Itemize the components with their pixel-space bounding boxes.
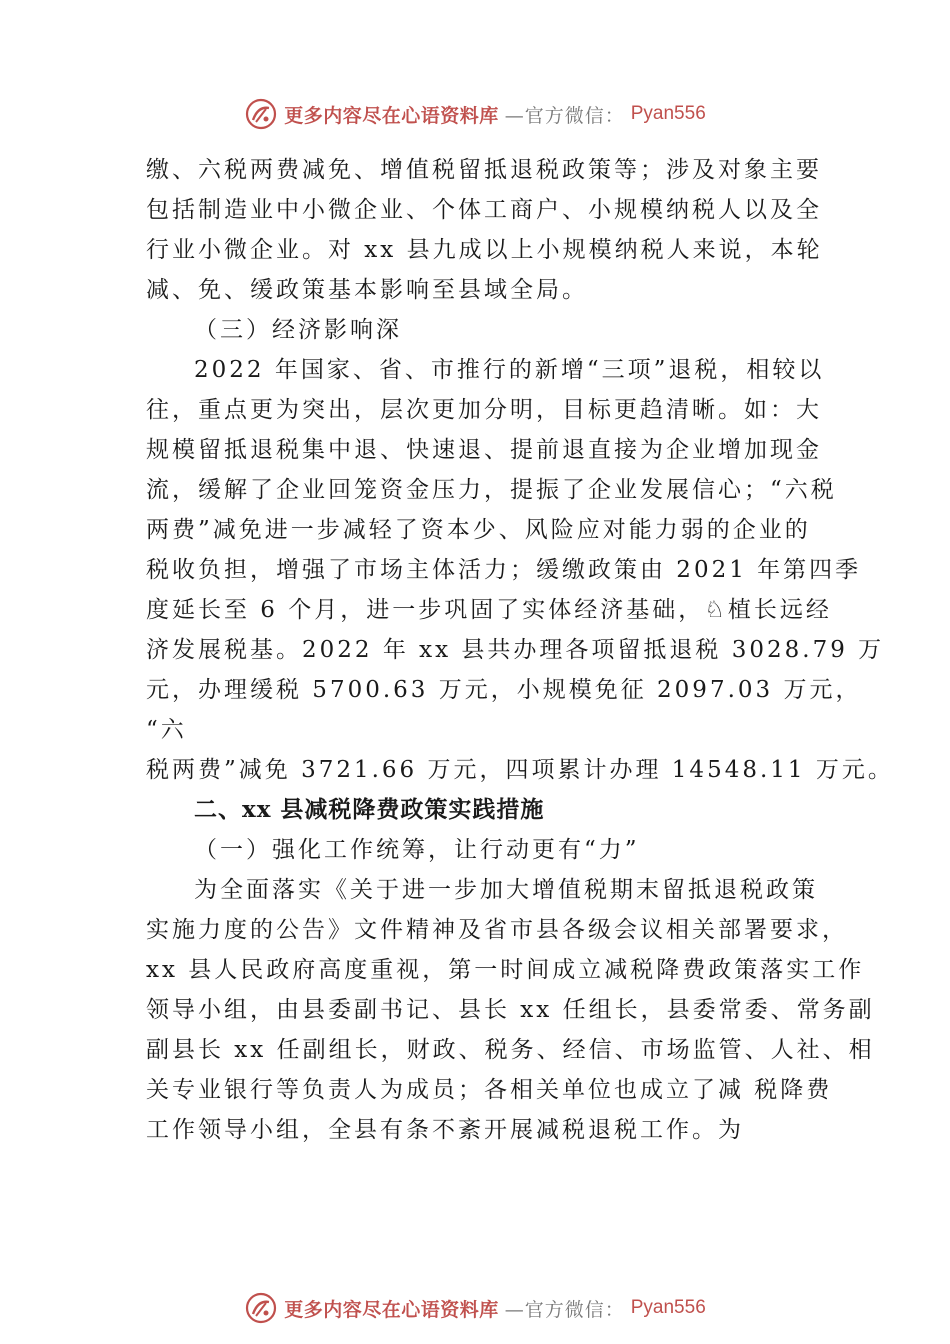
header-banner	[0, 94, 950, 134]
banner-title: 更多内容尽在心语资料库	[284, 1298, 499, 1321]
paragraph-line: 工作领导小组，全县有条不紊开展减税退税工作。为	[146, 1117, 744, 1143]
paragraph-line: 流，缓解了企业回笼资金压力，提振了企业发展信心；“六税	[146, 477, 837, 503]
paragraph-line: 规模留抵退税集中退、快速退、提前退直接为企业增加现金	[146, 437, 822, 463]
banner-wechat-id: Pyan556	[630, 1297, 706, 1318]
paragraph-line: 关专业银行等负责人为成员；各相关单位也成立了减 税降费	[146, 1077, 833, 1103]
section-heading: （一）强化工作统筹，让行动更有“力”	[194, 837, 640, 863]
paragraph-line: 减、免、缓政策基本影响至县域全局。	[146, 277, 588, 303]
banner-subtitle: —官方微信：	[504, 104, 625, 127]
paragraph-line: xx 县人民政府高度重视，第一时间成立减税降费政策落实工作	[146, 957, 865, 983]
document-body	[146, 150, 894, 1150]
paragraph-line: 行业小微企业。对 xx 县九成以上小规模纳税人来说，本轮	[146, 237, 823, 263]
paragraph-line: 副县长 xx 任副组长，财政、税务、经信、市场监管、人社、相	[146, 1037, 875, 1063]
logo-icon	[244, 1291, 278, 1325]
banner-subtitle: —官方微信：	[504, 1298, 625, 1321]
banner-wechat-id: Pyan556	[630, 103, 706, 124]
paragraph-line: 元，办理缓税 5700.63 万元，小规模免征 2097.03 万元，	[146, 677, 862, 703]
paragraph-line: 税两费”减免 3721.66 万元，四项累计办理 14548.11 万元。	[146, 757, 894, 783]
paragraph-line: 缴、六税两费减免、增值税留抵退税政策等；涉及对象主要	[146, 157, 822, 183]
paragraph-line: 2022 年国家、省、市推行的新增“三项”退税，相较以	[194, 357, 825, 383]
section-heading: （三）经济影响深	[194, 317, 402, 343]
paragraph-line: “六	[146, 717, 187, 743]
paragraph-line: 领导小组，由县委副书记、县长 xx 任组长，县委常委、常务副	[146, 997, 875, 1023]
logo-icon	[244, 97, 278, 131]
paragraph-line: 度延长至 6 个月，进一步巩固了实体经济基础，♘植长远经	[146, 597, 832, 623]
paragraph-line: 实施力度的公告》文件精神及省市县各级会议相关部署要求，	[146, 917, 848, 943]
paragraph-line: 为全面落实《关于进一步加大增值税期末留抵退税政策	[194, 877, 818, 903]
paragraph-line: 两费”减免进一步减轻了资本少、风险应对能力弱的企业的	[146, 517, 811, 543]
banner-title: 更多内容尽在心语资料库	[284, 104, 499, 127]
paragraph-line: 包括制造业中小微企业、个体工商户、小规模纳税人以及全	[146, 197, 822, 223]
paragraph-line: 济发展税基。2022 年 xx 县共办理各项留抵退税 3028.79 万	[146, 637, 885, 663]
paragraph-line: 往，重点更为突出，层次更加分明，目标更趋清晰。如：大	[146, 397, 822, 423]
footer-banner	[0, 1288, 950, 1328]
chapter-heading: 二、xx 县减税降费政策实践措施	[194, 796, 545, 823]
paragraph-line: 税收负担，增强了市场主体活力；缓缴政策由 2021 年第四季	[146, 557, 862, 583]
